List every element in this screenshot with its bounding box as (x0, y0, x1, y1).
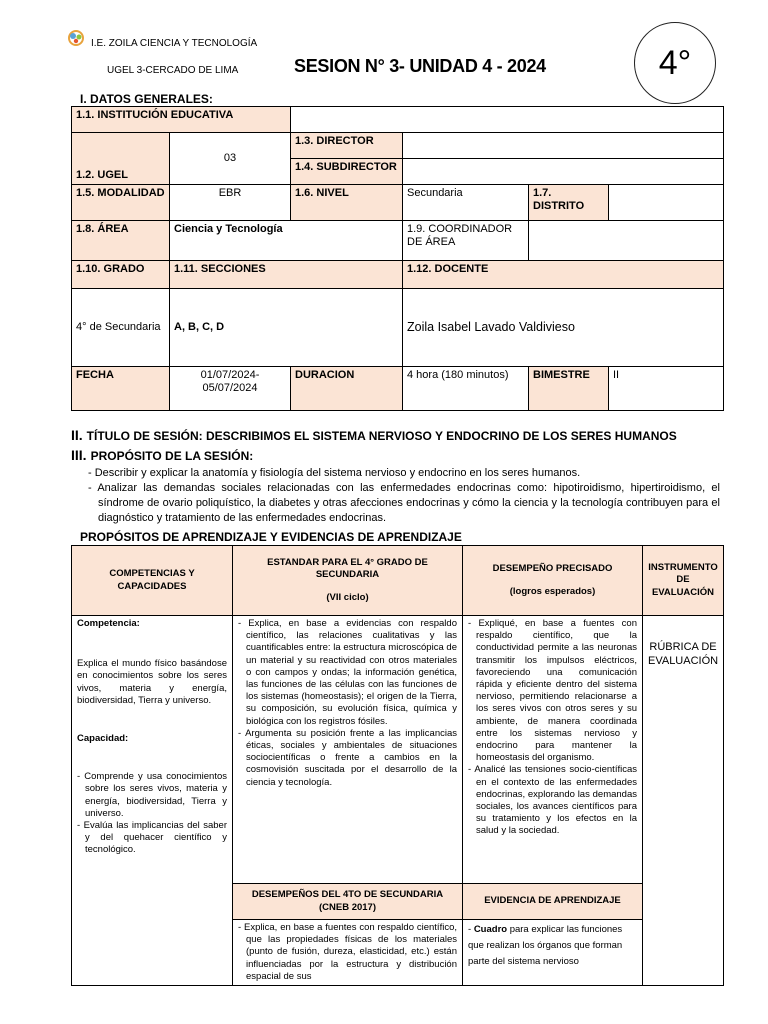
ugel-value: 03 (170, 133, 291, 185)
modalidad-label: 1.5. MODALIDAD (72, 185, 170, 221)
director-value[interactable] (403, 133, 724, 159)
estandar-item: - Argumenta su posición frente a las implicancias éticas, sociales y ambientales de situaciones sociocientíficas o frente a cambios en la cosmovisión suscitada por el desarrollo de la ciencia y tecnología. (238, 727, 457, 788)
section-two-number: II. (71, 427, 83, 443)
purpose-heading (71, 447, 253, 463)
nivel-value: Secundaria (403, 185, 529, 221)
grado-label: 1.10. GRADO (72, 261, 170, 289)
ugel-label: 1.2. UGEL (72, 133, 170, 185)
grado-value: 4° de Secundaria (72, 289, 170, 367)
coordinador-value[interactable] (529, 221, 724, 261)
secciones-label: 1.11. SECCIONES (170, 261, 403, 289)
institution-label: 1.1. INSTITUCIÓN EDUCATIVA (72, 107, 291, 133)
institution-value[interactable] (291, 107, 724, 133)
competencia-label: Competencia: (77, 618, 140, 629)
estandar-header-title: ESTANDAR PARA EL 4° GRADO DE SECUNDARIA (267, 557, 428, 581)
section-three-number: III. (71, 447, 87, 463)
desempeno-list (468, 618, 637, 838)
area-label: 1.8. ÁREA (72, 221, 170, 261)
secciones-value: A, B, C, D (170, 289, 403, 367)
ugel-name: UGEL 3-CERCADO DE LIMA (107, 65, 239, 76)
subdirector-label: 1.4. SUBDIRECTOR (291, 159, 403, 185)
learning-heading: PROPÓSITOS DE APRENDIZAJE Y EVIDENCIAS DE APRENDIZAJE (80, 530, 462, 544)
fecha-value: 01/07/2024-05/07/2024 (170, 367, 291, 411)
docente-label: 1.12. DOCENTE (403, 261, 724, 289)
modalidad-value: EBR (170, 185, 291, 221)
bimestre-label: BIMESTRE (529, 367, 609, 411)
estandar-item: - Explica, en base a evidencias con respaldo científico, las relaciones cualitativas y las cuantificables entre: la estructura microscópica de un material y su reactividad con otros materiales o con campos y ondas; la información genética, las funciones de las células con las funciones de los sistemas (homeostasis); el origen de la Tierra, su composición, su evolución física, química y biológica con los registros fósiles. (238, 618, 457, 727)
school-logo-icon (66, 28, 86, 48)
capacidades-list (77, 771, 227, 856)
desempeno-item: - Expliqué, en base a fuentes con respaldo científico, que la conductividad permite a las neuronas transmitir los impulsos eléctricos, favoreciendo una comunicación rápida y eficiente dentro del sistema nervioso, permitiendo relacionarse a los seres vivos con otros seres y su ambiente, de manera coordinada entre los sistemas nervioso y endocrino para mantener la homeostasis del organismo. (468, 618, 637, 764)
purpose-list (88, 466, 720, 526)
purpose-item: - Describir y explicar la anatomía y fisiología del sistema nervioso y endocrino en los seres humanos. (88, 467, 581, 479)
learning-table (71, 545, 724, 986)
purpose-heading-text: PROPÓSITO DE LA SESIÓN: (90, 449, 254, 463)
estandar-header-cycle: (VII ciclo) (326, 591, 369, 603)
desempeno-header (463, 546, 643, 616)
session-title: SESION N° 3- UNIDAD 4 - 2024 (294, 56, 546, 76)
nivel-label: 1.6. NIVEL (291, 185, 403, 221)
desempenos-cneb-header: DESEMPEÑOS DEL 4TO DE SECUNDARIA (CNEB 2017) (233, 884, 463, 920)
evidencia-cell: - Cuadro para explicar las funciones que realizan los órganos que forman parte del sistema nervioso (463, 920, 643, 986)
distrito-label: 1.7. DISTRITO (529, 185, 609, 221)
duracion-label: DURACION (291, 367, 403, 411)
estandar-cell (233, 616, 463, 884)
capacidad-item: - Evalúa las implicancias del saber y del quehacer científico y tecnológico. (77, 820, 227, 856)
fecha-label: FECHA (72, 367, 170, 411)
coordinador-label: 1.9. COORDINADOR DE ÁREA (403, 221, 529, 261)
distrito-value[interactable] (609, 185, 724, 221)
evidencia-bold: Cuadro (473, 924, 508, 935)
subdirector-value[interactable] (403, 159, 724, 185)
docente-value: Zoila Isabel Lavado Valdivieso (403, 289, 724, 367)
institution-name: I.E. ZOILA CIENCIA Y TECNOLOGÍA (91, 38, 258, 49)
instrumento-header: INSTRUMENTO DE EVALUACIÓN (643, 546, 724, 616)
desempeno-header-title: DESEMPEÑO PRECISADO (492, 563, 613, 575)
evidencia-text: para explicar las funciones que realizan los órganos que forman parte del sistema nervioso (468, 924, 623, 967)
capacidad-item: - Comprende y usa conocimientos sobre los seres vivos, materia y energía, biodiversidad, Tierra y universo. (77, 771, 227, 819)
competencias-header: COMPETENCIAS Y CAPACIDADES (72, 546, 233, 616)
desempeno-header-sub: (logros esperados) (509, 585, 596, 597)
competencias-cell (72, 616, 233, 986)
grade-badge: 4° (634, 22, 716, 104)
estandar-header (233, 546, 463, 616)
cneb-item: - Explica, en base a fuentes con respaldo científico, que las propiedades físicas de los materiales (punto de fusión, dureza, elasticidad, etc.) están influenciadas por la estructura y distribución espacial de sus (238, 922, 457, 982)
evidencia-header: EVIDENCIA DE APRENDIZAJE (463, 884, 643, 920)
general-data-heading: I. DATOS GENERALES: (80, 92, 213, 106)
capacidad-label: Capacidad: (77, 733, 129, 745)
desempenos-cneb-cell (233, 920, 463, 986)
area-value: Ciencia y Tecnología (170, 221, 403, 261)
estandar-list (238, 618, 457, 789)
session-title-text: TÍTULO DE SESIÓN: DESCRIBIMOS EL SISTEMA NERVIOSO Y ENDOCRINO DE LOS SERES HUMANOS (86, 429, 677, 443)
desempeno-item: - Analicé las tensiones socio-científicas en el contexto de las enfermedades endocrinas, explorando las demandas sociales, los avances científicos para su tratamiento y los efectos en la salud y la sociedad. (468, 764, 637, 837)
general-data-table (71, 106, 724, 411)
session-title-heading (71, 427, 677, 443)
desempeno-cell (463, 616, 643, 884)
purpose-item: - Analizar las demandas sociales relacionadas con las enfermedades endocrinas como: hipotiroidismo, hipertiroidismo, el síndrome de ovario poliquístico, la diabetes y otras afecciones endocrinas y cómo la ciencia y la tecnología contribuyen para el diagnóstico y tratamiento de las enfermedades endocrinas. (88, 482, 720, 524)
director-label: 1.3. DIRECTOR (291, 133, 403, 159)
duracion-value: 4 hora (180 minutos) (403, 367, 529, 411)
bimestre-value: II (609, 367, 724, 411)
cneb-list (238, 922, 457, 983)
instrumento-value: RÚBRICA DE EVALUACIÓN (643, 616, 724, 986)
competencia-text: Explica el mundo físico basándose en conocimientos sobre los seres vivos, materia y energía, biodiversidad, Tierra y universo. (77, 658, 227, 706)
